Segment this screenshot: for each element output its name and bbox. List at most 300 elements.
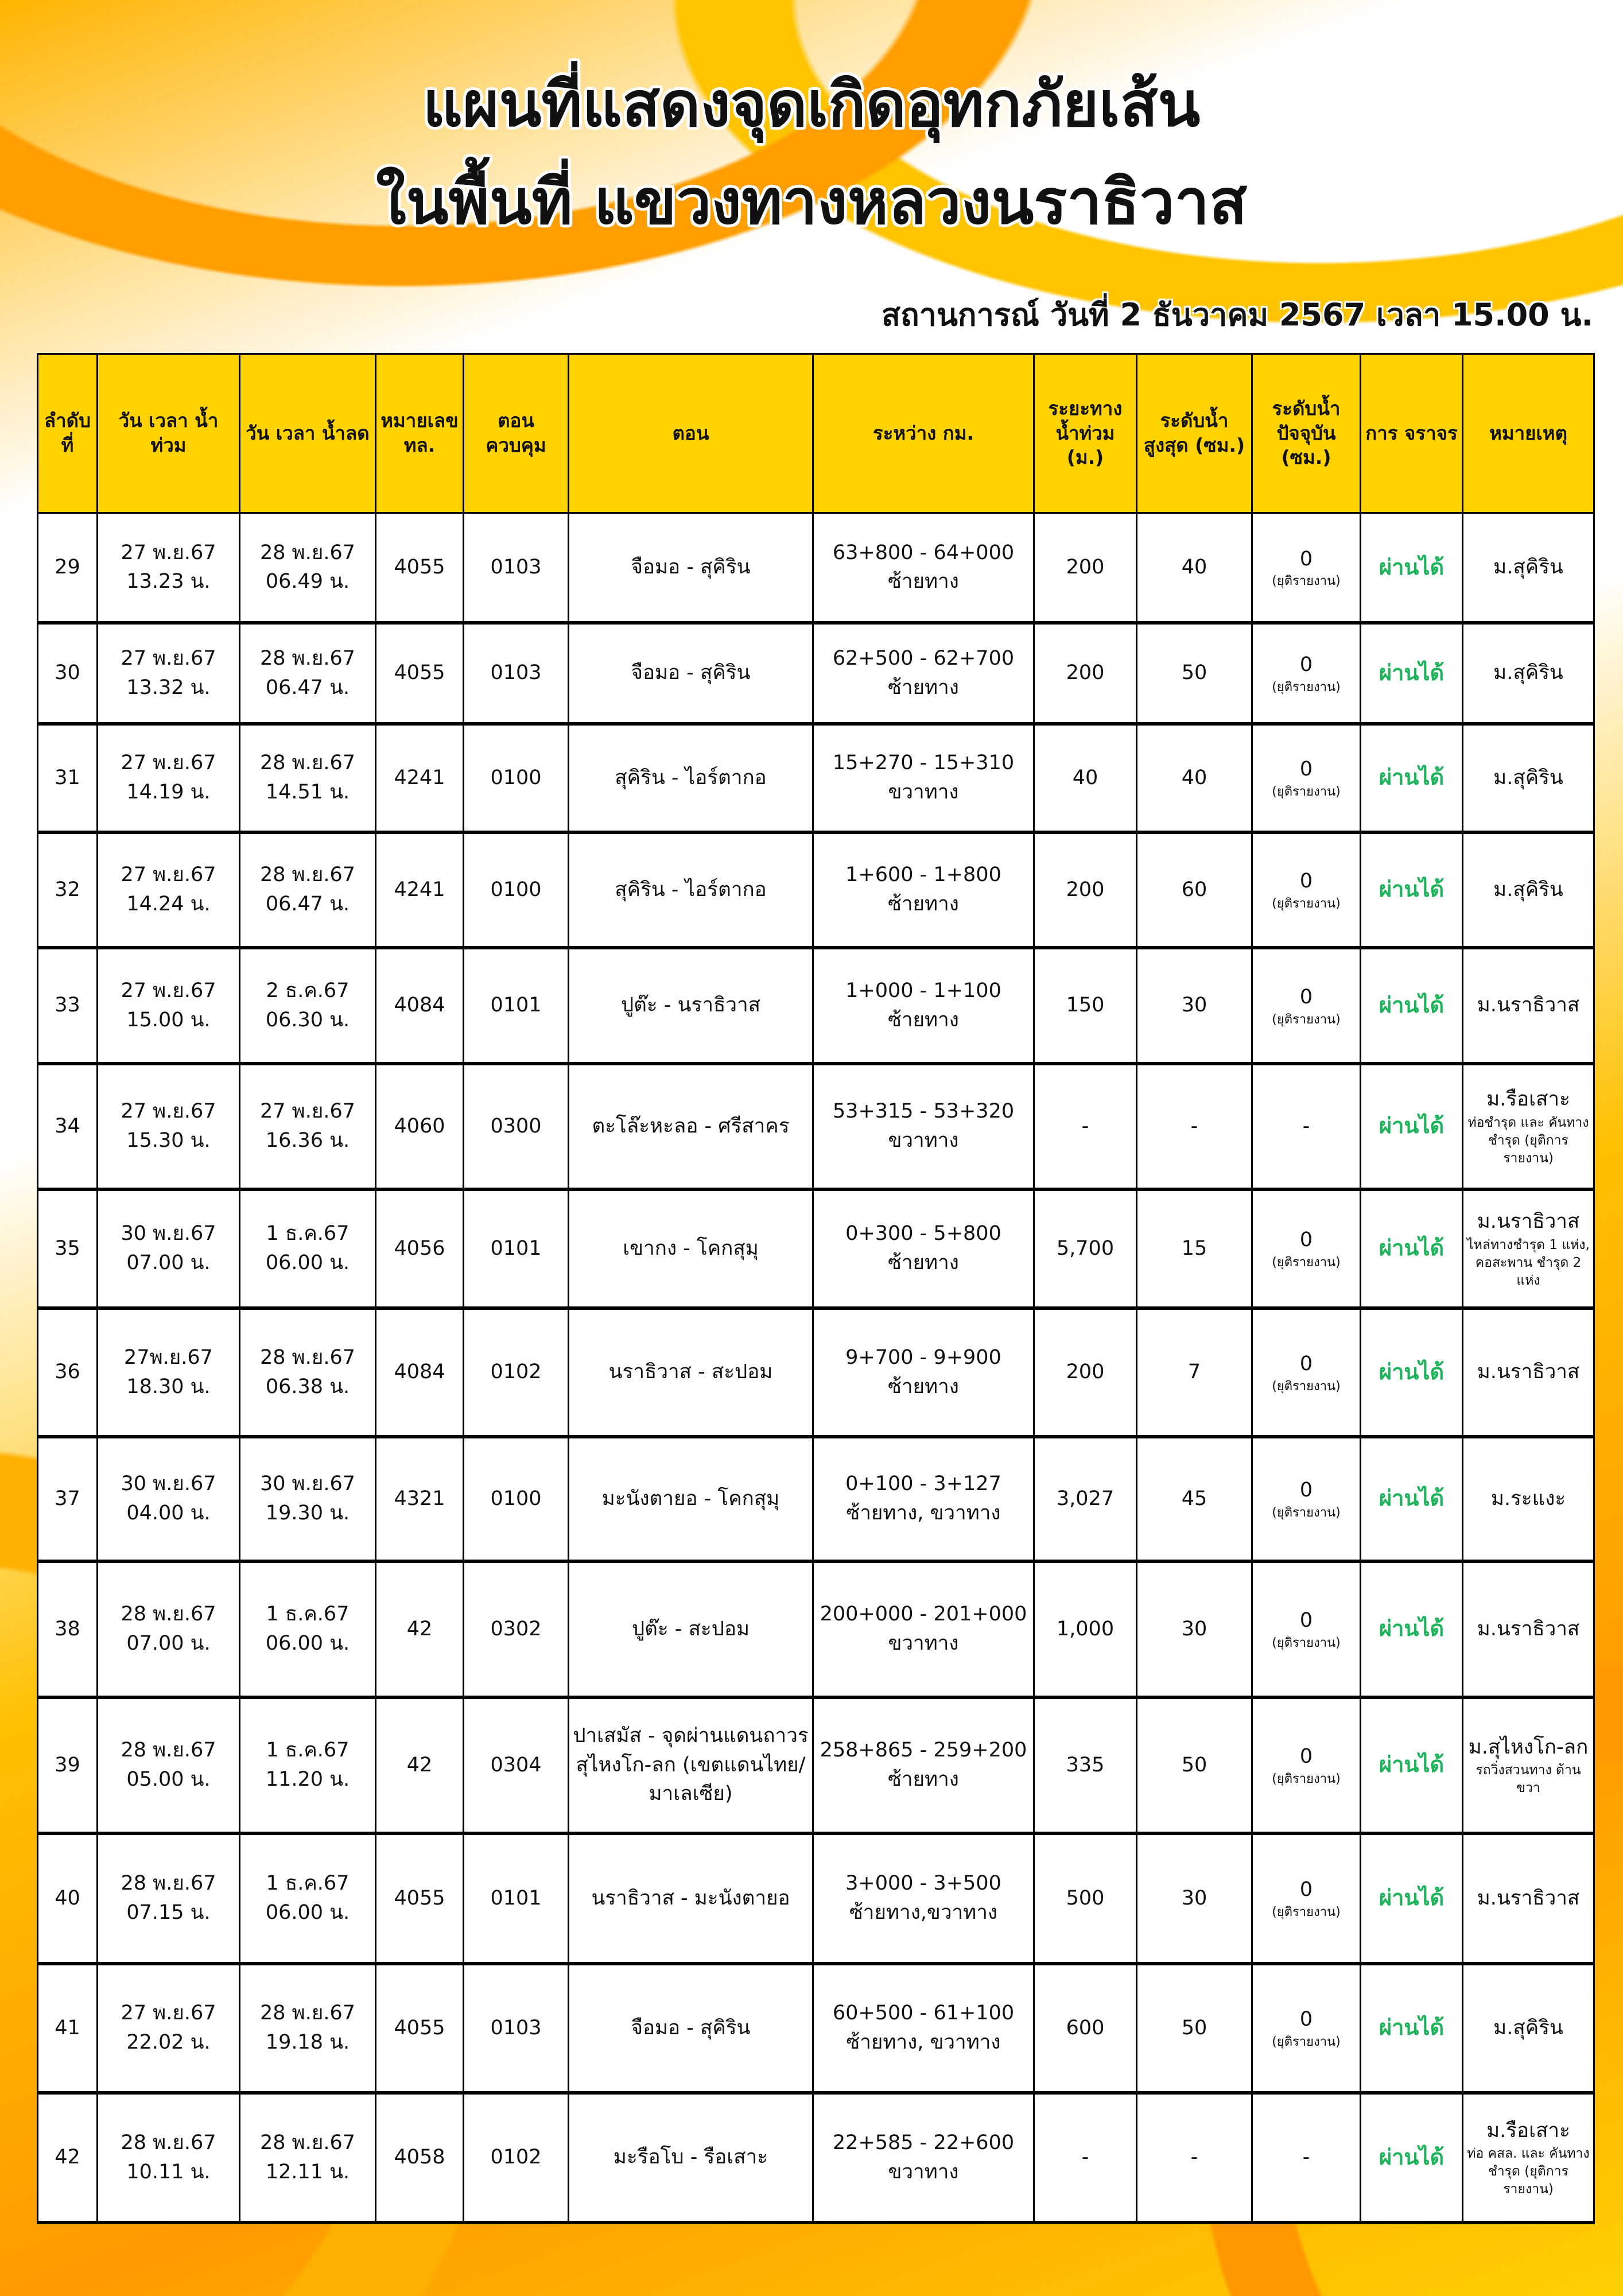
- flood-end-text: 1 ธ.ค.67: [266, 1222, 350, 1246]
- status-note: (ยุติรายงาน): [1272, 1012, 1341, 1027]
- flood-distance: [1034, 1561, 1137, 1697]
- flood-start-text: 07.00 น.: [126, 1251, 211, 1274]
- traffic: [1361, 623, 1463, 724]
- flood-end: [240, 1437, 376, 1561]
- traffic: [1361, 1964, 1463, 2093]
- table-row: [38, 1437, 1594, 1561]
- row-number-text: 41: [55, 2016, 80, 2039]
- note-location: ม.สุคิริน: [1493, 661, 1563, 685]
- row-number-text: 31: [55, 766, 80, 789]
- traffic-status: ผ่านได้: [1379, 554, 1445, 580]
- max-water-level-text: 40: [1181, 766, 1207, 789]
- note-detail: ท่อชำรุด และ คันทางชำรุด (ยุติการรายงาน): [1467, 1115, 1589, 1166]
- flood-start: [98, 1833, 240, 1964]
- flood-end-text: 28 พ.ย.67: [259, 863, 356, 887]
- row-number: [38, 1437, 98, 1561]
- traffic-status: ผ่านได้: [1379, 2015, 1445, 2041]
- max-water-level-text: 50: [1181, 2016, 1207, 2039]
- flood-start-text: 27 พ.ย.67: [121, 1100, 216, 1123]
- current-water-level-text: 0: [1299, 985, 1313, 1009]
- max-water-level: [1137, 1064, 1252, 1189]
- flood-end-text: 06.00 น.: [265, 1632, 350, 1655]
- table-row: [38, 1064, 1594, 1189]
- note-location: ม.นราธิวาส: [1477, 1617, 1580, 1640]
- section-name-text: ตะโล๊ะหะลอ - ศรีสาคร: [592, 1114, 790, 1138]
- flood-distance: [1034, 1189, 1137, 1308]
- max-water-level: [1137, 2093, 1252, 2223]
- note-location: ม.ระแงะ: [1490, 1487, 1566, 1510]
- flood-end-text: 28 พ.ย.67: [259, 751, 356, 775]
- km-range-text: ขวาทาง: [888, 781, 959, 804]
- highway-number-text: 4060: [394, 1114, 445, 1138]
- flood-distance-text: 200: [1066, 878, 1105, 901]
- km-range: [813, 1308, 1034, 1437]
- note-detail: ไหล่ทางชำรุด 1 แห่ง, คอสะพาน ชำรุด 2 แห่ง: [1467, 1237, 1590, 1288]
- control-section: [464, 1561, 569, 1697]
- flood-end: [240, 1964, 376, 2093]
- highway-number: [376, 1561, 464, 1697]
- row-number: [38, 1064, 98, 1189]
- flood-distance-text: -: [1081, 1114, 1089, 1138]
- section-name: [569, 1437, 813, 1561]
- flood-distance-text: 3,027: [1056, 1487, 1115, 1510]
- traffic-status: ผ่านได้: [1379, 1616, 1445, 1642]
- flood-end-text: 06.47 น.: [265, 676, 350, 699]
- flood-start-text: 04.00 น.: [126, 1502, 211, 1525]
- max-water-level-text: 60: [1181, 878, 1207, 901]
- flood-end-text: 28 พ.ย.67: [259, 1345, 356, 1369]
- status-note: (ยุติรายงาน): [1272, 2035, 1341, 2050]
- row-number-text: 39: [55, 1753, 80, 1777]
- flood-end: [240, 1833, 376, 1964]
- highway-number: [376, 948, 464, 1064]
- flood-end-text: 28 พ.ย.67: [259, 541, 356, 564]
- flood-distance: [1034, 1308, 1137, 1437]
- km-range-text: ซ้ายทาง: [888, 893, 959, 916]
- flood-start-text: 28 พ.ย.67: [121, 1739, 216, 1762]
- status-note: (ยุติรายงาน): [1272, 1905, 1341, 1920]
- flood-distance-text: 600: [1066, 2016, 1105, 2039]
- table-row: [38, 832, 1594, 948]
- row-number-text: 30: [55, 661, 80, 685]
- table-row: [38, 1189, 1594, 1308]
- section-name-text: จือมอ - สุคิริน: [631, 661, 751, 685]
- row-number-text: 38: [55, 1617, 80, 1640]
- row-number: [38, 1964, 98, 2093]
- situation-date: สถานการณ์ วันที่ 2 ธันวาคม 2567 เวลา 15.00 น.: [882, 297, 1593, 333]
- control-section-text: 0101: [490, 1236, 542, 1260]
- km-range: [813, 1561, 1034, 1697]
- flood-end-text: 06.00 น.: [265, 1251, 350, 1274]
- flood-start-text: 14.19 น.: [126, 781, 211, 804]
- remarks: [1463, 513, 1594, 623]
- flood-start-text: 30 พ.ย.67: [121, 1472, 216, 1496]
- flood-start-text: 18.30 น.: [126, 1375, 211, 1398]
- section-name-text: มะรือโบ - รือเสาะ: [613, 2146, 768, 2169]
- flood-distance-text: 1,000: [1056, 1617, 1115, 1640]
- highway-number-text: 4056: [394, 1236, 445, 1260]
- status-note: (ยุติรายงาน): [1272, 680, 1341, 695]
- control-section-text: 0102: [490, 2146, 542, 2169]
- highway-number-text: 4055: [394, 2016, 445, 2039]
- flood-start-text: 27 พ.ย.67: [121, 751, 216, 775]
- flood-start: [98, 948, 240, 1064]
- flood-start-text: 27พ.ย.67: [124, 1345, 213, 1369]
- note-location: ม.สุคิริน: [1493, 555, 1563, 579]
- max-water-level-text: 50: [1181, 661, 1207, 685]
- km-range: [813, 832, 1034, 948]
- traffic-status: ผ่านได้: [1379, 1752, 1445, 1778]
- max-water-level-text: 45: [1181, 1487, 1207, 1510]
- km-range-text: 0+100 - 3+127: [845, 1472, 1001, 1496]
- section-name-text: สุคิริน - ไอร์ตากอ: [615, 878, 767, 901]
- km-range: [813, 1697, 1034, 1833]
- current-water-level-text: -: [1302, 2146, 1310, 2169]
- status-note: (ยุติรายงาน): [1272, 1379, 1341, 1394]
- note-location: ม.สุคิริน: [1493, 2016, 1563, 2039]
- km-range: [813, 1064, 1034, 1189]
- km-range: [813, 1189, 1034, 1308]
- column-header: ตอน: [569, 354, 813, 513]
- km-range-text: ซ้ายทาง: [888, 1251, 959, 1274]
- flood-end-text: 06.47 น.: [265, 893, 350, 916]
- column-header: ระยะทาง น้ำท่วม (ม.): [1034, 354, 1137, 513]
- max-water-level-text: 30: [1181, 1617, 1207, 1640]
- highway-number: [376, 1308, 464, 1437]
- remarks: [1463, 832, 1594, 948]
- control-section: [464, 1308, 569, 1437]
- flood-start-text: 13.32 น.: [126, 676, 211, 699]
- current-water-level: [1252, 513, 1361, 623]
- flood-end: [240, 1308, 376, 1437]
- table-header-row: [38, 354, 1594, 513]
- control-section-text: 0302: [490, 1617, 542, 1640]
- control-section: [464, 1437, 569, 1561]
- row-number-text: 40: [55, 1886, 80, 1910]
- control-section: [464, 1833, 569, 1964]
- status-note: (ยุติรายงาน): [1272, 1506, 1341, 1521]
- section-name: [569, 1308, 813, 1437]
- row-number-text: 33: [55, 994, 80, 1017]
- current-water-level: [1252, 724, 1361, 832]
- remarks: [1463, 623, 1594, 724]
- section-name: [569, 1189, 813, 1308]
- column-header: ตอน ควบคุม: [464, 354, 569, 513]
- traffic: [1361, 832, 1463, 948]
- status-note: (ยุติรายงาน): [1272, 1255, 1341, 1270]
- flood-start-text: 27 พ.ย.67: [121, 863, 216, 887]
- max-water-level: [1137, 1833, 1252, 1964]
- highway-number: [376, 832, 464, 948]
- remarks: [1463, 1189, 1594, 1308]
- remarks: [1463, 1437, 1594, 1561]
- flood-start-text: 15.00 น.: [126, 1008, 211, 1031]
- highway-number-text: 4321: [394, 1487, 445, 1510]
- remarks: [1463, 1308, 1594, 1437]
- control-section-text: 0300: [490, 1114, 542, 1138]
- flood-end-text: 27 พ.ย.67: [259, 1100, 356, 1123]
- traffic: [1361, 1697, 1463, 1833]
- flood-end-text: 11.20 น.: [265, 1768, 350, 1791]
- flood-start: [98, 724, 240, 832]
- note-location: ม.รือเสาะ: [1486, 2119, 1570, 2142]
- table-row: [38, 948, 1594, 1064]
- row-number: [38, 513, 98, 623]
- highway-number-text: 4055: [394, 661, 445, 685]
- highway-number-text: 42: [406, 1617, 433, 1640]
- note-location: ม.สุคิริน: [1493, 766, 1563, 789]
- flood-start-text: 30 พ.ย.67: [121, 1222, 216, 1246]
- section-name-text: ปูต๊ะ - สะปอม: [631, 1617, 750, 1640]
- control-section: [464, 513, 569, 623]
- traffic-status: ผ่านได้: [1379, 765, 1445, 790]
- control-section-text: 0101: [490, 994, 542, 1017]
- flood-distance: [1034, 832, 1137, 948]
- flood-start-text: 07.00 น.: [126, 1632, 211, 1655]
- control-section-text: 0103: [490, 661, 542, 685]
- control-section-text: 0100: [490, 766, 542, 789]
- row-number-text: 37: [55, 1487, 80, 1510]
- current-water-level: [1252, 1697, 1361, 1833]
- flood-end-text: 06.49 น.: [265, 570, 350, 594]
- status-note: (ยุติรายงาน): [1272, 574, 1341, 589]
- row-number-text: 36: [55, 1360, 80, 1384]
- current-water-level-text: -: [1302, 1114, 1310, 1138]
- max-water-level: [1137, 1561, 1252, 1697]
- note-location: ม.นราธิวาส: [1477, 1210, 1580, 1234]
- traffic: [1361, 724, 1463, 832]
- max-water-level-text: 7: [1187, 1360, 1201, 1384]
- km-range-text: ซ้ายทาง: [888, 1768, 959, 1791]
- section-name-text: เขากง - โคกสุมุ: [623, 1236, 759, 1260]
- flood-start-text: 27 พ.ย.67: [121, 979, 216, 1002]
- flood-start-text: 27 พ.ย.67: [121, 541, 216, 564]
- flood-end-text: 1 ธ.ค.67: [266, 1603, 350, 1626]
- traffic: [1361, 1308, 1463, 1437]
- flood-end: [240, 724, 376, 832]
- flood-end-text: 19.30 น.: [265, 1502, 350, 1525]
- column-header: วัน เวลา น้ำท่วม: [98, 354, 240, 513]
- status-note: (ยุติรายงาน): [1272, 1772, 1341, 1787]
- km-range-text: 1+600 - 1+800: [845, 863, 1001, 887]
- flood-end: [240, 623, 376, 724]
- flood-distance: [1034, 1064, 1137, 1189]
- km-range-text: 3+000 - 3+500: [845, 1872, 1001, 1895]
- max-water-level-text: 40: [1181, 555, 1207, 579]
- remarks: [1463, 948, 1594, 1064]
- table-row: [38, 1964, 1594, 2093]
- page-title-line1: แผนที่แสดงจุดเกิดอุทกภัยเส้น: [422, 69, 1201, 141]
- section-name: [569, 724, 813, 832]
- flood-distance-text: 200: [1066, 661, 1105, 685]
- traffic-status: ผ่านได้: [1379, 660, 1445, 685]
- highway-number: [376, 1964, 464, 2093]
- highway-number: [376, 513, 464, 623]
- highway-number: [376, 1064, 464, 1189]
- km-range-text: 258+865 - 259+200: [820, 1739, 1027, 1762]
- traffic: [1361, 2093, 1463, 2223]
- row-number: [38, 1308, 98, 1437]
- flood-end: [240, 832, 376, 948]
- control-section-text: 0101: [490, 1886, 542, 1910]
- current-water-level-text: 0: [1299, 2008, 1313, 2031]
- max-water-level: [1137, 832, 1252, 948]
- note-location: ม.สุคิริน: [1493, 878, 1563, 901]
- traffic-status: ผ่านได้: [1379, 1113, 1445, 1139]
- section-name-text: ปาเสมัส - จุดผ่านแดนถาวรสุไหงโก-ลก (เขตแดนไทย/มาเลเซีย): [573, 1724, 809, 1806]
- table-row: [38, 1697, 1594, 1833]
- status-note: (ยุติรายงาน): [1272, 1636, 1341, 1651]
- flood-start-text: 27 พ.ย.67: [121, 2002, 216, 2025]
- km-range-text: ขวาทาง: [888, 1129, 959, 1152]
- flood-end-text: 16.36 น.: [265, 1129, 350, 1152]
- flood-end: [240, 513, 376, 623]
- status-note: (ยุติรายงาน): [1272, 897, 1341, 912]
- note-location: ม.สุไหงโก-ลก: [1468, 1735, 1589, 1759]
- traffic: [1361, 1833, 1463, 1964]
- flood-distance: [1034, 2093, 1137, 2223]
- highway-number-text: 4241: [394, 766, 445, 789]
- km-range-text: ซ้ายทาง: [888, 1375, 959, 1398]
- flood-start: [98, 832, 240, 948]
- page-title-line2: ในพื้นที่ แขวงทางหลวงนราธิวาส: [375, 166, 1248, 238]
- table-row: [38, 1561, 1594, 1697]
- control-section: [464, 832, 569, 948]
- highway-number-text: 4084: [394, 994, 445, 1017]
- km-range-text: ขวาทาง: [888, 1632, 959, 1655]
- flood-distance: [1034, 623, 1137, 724]
- remarks: [1463, 724, 1594, 832]
- traffic-status: ผ่านได้: [1379, 2144, 1445, 2170]
- highway-number: [376, 623, 464, 724]
- flood-distance-text: 40: [1072, 766, 1098, 789]
- km-range-text: 0+300 - 5+800: [845, 1222, 1001, 1246]
- flood-end-text: 06.38 น.: [265, 1375, 350, 1398]
- row-number: [38, 1189, 98, 1308]
- current-water-level-text: 0: [1299, 758, 1313, 781]
- highway-number: [376, 1697, 464, 1833]
- control-section: [464, 1964, 569, 2093]
- current-water-level: [1252, 1833, 1361, 1964]
- flood-end-text: 12.11 น.: [265, 2160, 350, 2183]
- km-range-text: ซ้ายทาง, ขวาทาง: [846, 2031, 1001, 2054]
- km-range: [813, 2093, 1034, 2223]
- max-water-level: [1137, 1964, 1252, 2093]
- highway-number: [376, 724, 464, 832]
- flood-start-text: 22.02 น.: [126, 2031, 211, 2054]
- highway-number-text: 4241: [394, 878, 445, 901]
- km-range-text: ซ้ายทาง: [888, 676, 959, 699]
- remarks: [1463, 2093, 1594, 2223]
- flood-distance: [1034, 1833, 1137, 1964]
- km-range-text: 63+800 - 64+000: [832, 541, 1015, 564]
- table-row: [38, 1833, 1594, 1964]
- control-section-text: 0103: [490, 555, 542, 579]
- max-water-level: [1137, 1308, 1252, 1437]
- remarks: [1463, 1697, 1594, 1833]
- flood-start: [98, 1189, 240, 1308]
- table-row: [38, 513, 1594, 623]
- section-name: [569, 513, 813, 623]
- flood-end-text: 28 พ.ย.67: [259, 2131, 356, 2154]
- row-number-text: 34: [55, 1114, 80, 1138]
- row-number-text: 32: [55, 878, 80, 901]
- current-water-level-text: 0: [1299, 547, 1313, 571]
- flood-start-text: 10.11 น.: [126, 2160, 211, 2183]
- flood-start-text: 14.24 น.: [126, 893, 211, 916]
- control-section: [464, 1064, 569, 1189]
- max-water-level: [1137, 1437, 1252, 1561]
- flood-distance-text: 200: [1066, 1360, 1105, 1384]
- control-section: [464, 1189, 569, 1308]
- current-water-level: [1252, 623, 1361, 724]
- remarks: [1463, 1064, 1594, 1189]
- traffic-status: ผ่านได้: [1379, 992, 1445, 1018]
- max-water-level: [1137, 948, 1252, 1064]
- current-water-level: [1252, 1561, 1361, 1697]
- flood-start-text: 07.15 น.: [126, 1901, 211, 1924]
- highway-number-text: 4084: [394, 1360, 445, 1384]
- flood-start: [98, 623, 240, 724]
- row-number-text: 29: [55, 555, 80, 579]
- km-range: [813, 724, 1034, 832]
- flood-distance-text: 335: [1066, 1753, 1105, 1777]
- flood-end-text: 1 ธ.ค.67: [266, 1739, 350, 1762]
- flood-distance: [1034, 948, 1137, 1064]
- section-name: [569, 832, 813, 948]
- row-number: [38, 1697, 98, 1833]
- section-name-text: นราธิวาส - สะปอม: [608, 1360, 773, 1384]
- flood-distance: [1034, 724, 1137, 832]
- max-water-level-text: 30: [1181, 994, 1207, 1017]
- row-number: [38, 2093, 98, 2223]
- flood-distance: [1034, 1964, 1137, 2093]
- row-number: [38, 948, 98, 1064]
- max-water-level: [1137, 724, 1252, 832]
- section-name-text: สุคิริน - ไอร์ตากอ: [615, 766, 767, 789]
- km-range: [813, 1437, 1034, 1561]
- flood-end: [240, 1064, 376, 1189]
- section-name: [569, 1697, 813, 1833]
- flood-end-text: 06.00 น.: [265, 1901, 350, 1924]
- km-range: [813, 948, 1034, 1064]
- control-section-text: 0304: [490, 1753, 542, 1777]
- flood-start: [98, 1964, 240, 2093]
- highway-number: [376, 1189, 464, 1308]
- flood-start-text: 28 พ.ย.67: [121, 2131, 216, 2154]
- current-water-level-text: 0: [1299, 870, 1313, 893]
- column-header: การ จราจร: [1361, 354, 1463, 513]
- flood-end: [240, 1697, 376, 1833]
- control-section-text: 0100: [490, 878, 542, 901]
- flood-end-text: 14.51 น.: [265, 781, 350, 804]
- flood-distance-text: 500: [1066, 1886, 1105, 1910]
- column-header: วัน เวลา น้ำลด: [240, 354, 376, 513]
- current-water-level-text: 0: [1299, 1479, 1313, 1502]
- km-range-text: 53+315 - 53+320: [832, 1100, 1015, 1123]
- remarks: [1463, 1964, 1594, 2093]
- flood-distance-text: 200: [1066, 555, 1105, 579]
- section-name: [569, 2093, 813, 2223]
- flood-start-text: 28 พ.ย.67: [121, 1872, 216, 1895]
- highway-number-text: 4055: [394, 1886, 445, 1910]
- km-range-text: ซ้ายทาง: [888, 1008, 959, 1031]
- flood-end-text: 2 ธ.ค.67: [266, 979, 350, 1002]
- remarks: [1463, 1833, 1594, 1964]
- current-water-level: [1252, 1064, 1361, 1189]
- flood-start: [98, 1561, 240, 1697]
- current-water-level: [1252, 948, 1361, 1064]
